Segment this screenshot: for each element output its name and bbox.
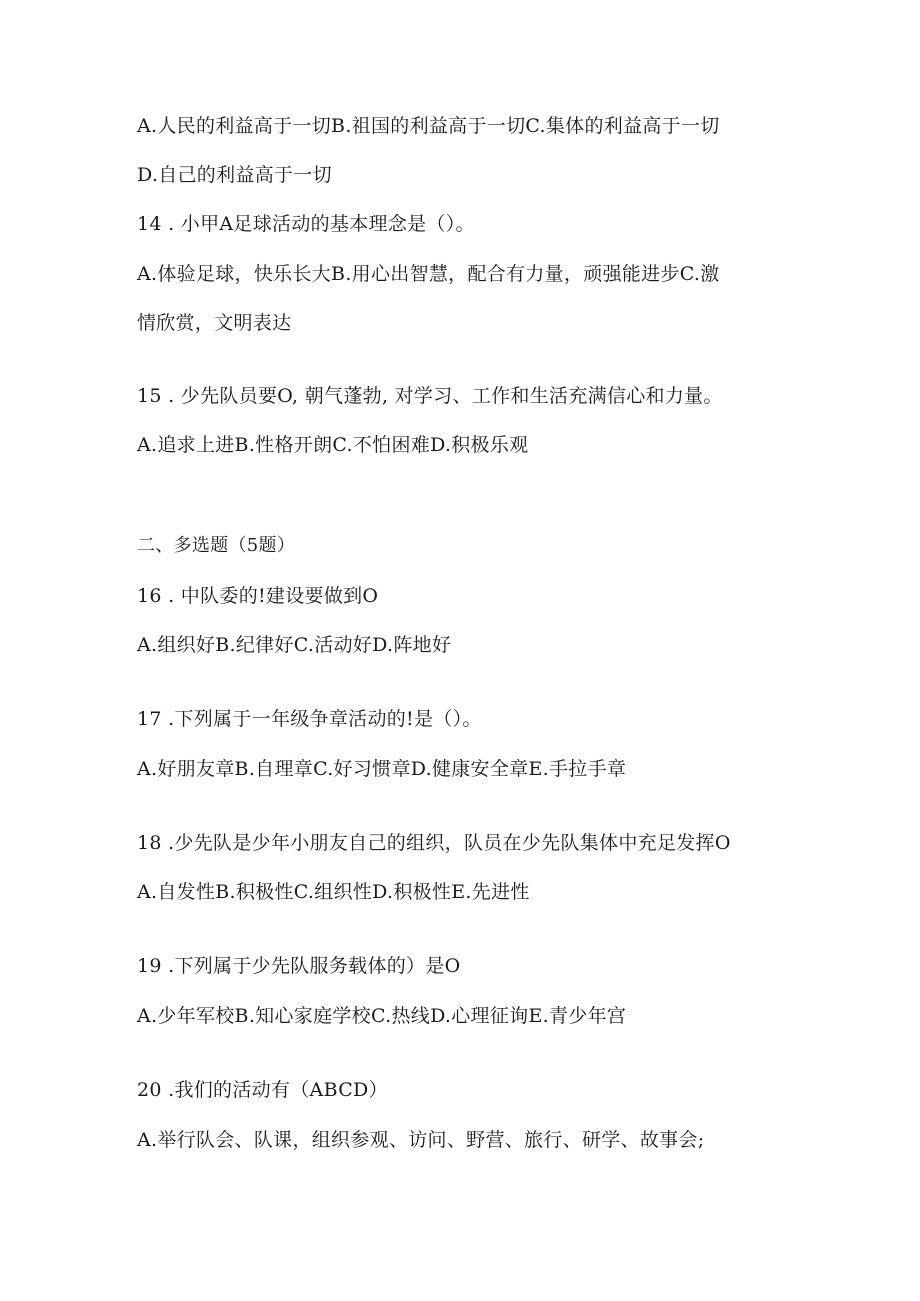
q19-question: 19 .下列属于少先队服务载体的）是O — [137, 955, 461, 977]
q20-options-line-1: A.举行队会、队课，组织参观、访问、野营、旅行、研学、故事会; — [137, 1129, 705, 1151]
q15-options: A.追求上进B.性格开朗C.不怕困难D.积极乐观 — [137, 434, 529, 456]
section-heading-multiple-choice: 二、多选题（5题） — [137, 535, 296, 556]
q13-options-line-1: A.人民的利益高于一切B.祖国的利益高于一切C.集体的利益高于一切 — [137, 115, 720, 137]
q15-question: 15 . 少先队员要O, 朝气蓬勃, 对学习、工作和生活充满信心和力量。 — [137, 385, 723, 407]
q18-question: 18 .少先队是少年小朋友自己的组织，队员在少先队集体中充足发挥O — [137, 832, 731, 854]
q18-options: A.自发性B.积极性C.组织性D.积极性E.先进性 — [137, 881, 530, 903]
q17-options: A.好朋友章B.自理章C.好习惯章D.健康安全章E.手拉手章 — [137, 758, 627, 780]
q19-options: A.少年军校B.知心家庭学校C.热线D.心理征询E.青少年宫 — [137, 1005, 627, 1027]
q13-options-line-2: D.自己的利益高于一切 — [137, 164, 332, 186]
q14-options-line-2: 情欣赏，文明表达 — [137, 312, 292, 334]
q20-question: 20 .我们的活动有（ABCD） — [137, 1079, 388, 1101]
q16-options: A.组织好B.纪律好C.活动好D.阵地好 — [137, 634, 452, 656]
q17-question: 17 .下列属于一年级争章活动的!是（）。 — [137, 708, 482, 730]
q16-question: 16 . 中队委的!建设要做到O — [137, 585, 379, 607]
q14-options-line-1: A.体验足球，快乐长大B.用心出智慧，配合有力量，顽强能进步C.激 — [137, 263, 720, 285]
q14-question: 14 . 小甲A足球活动的基本理念是（）。 — [137, 213, 475, 235]
